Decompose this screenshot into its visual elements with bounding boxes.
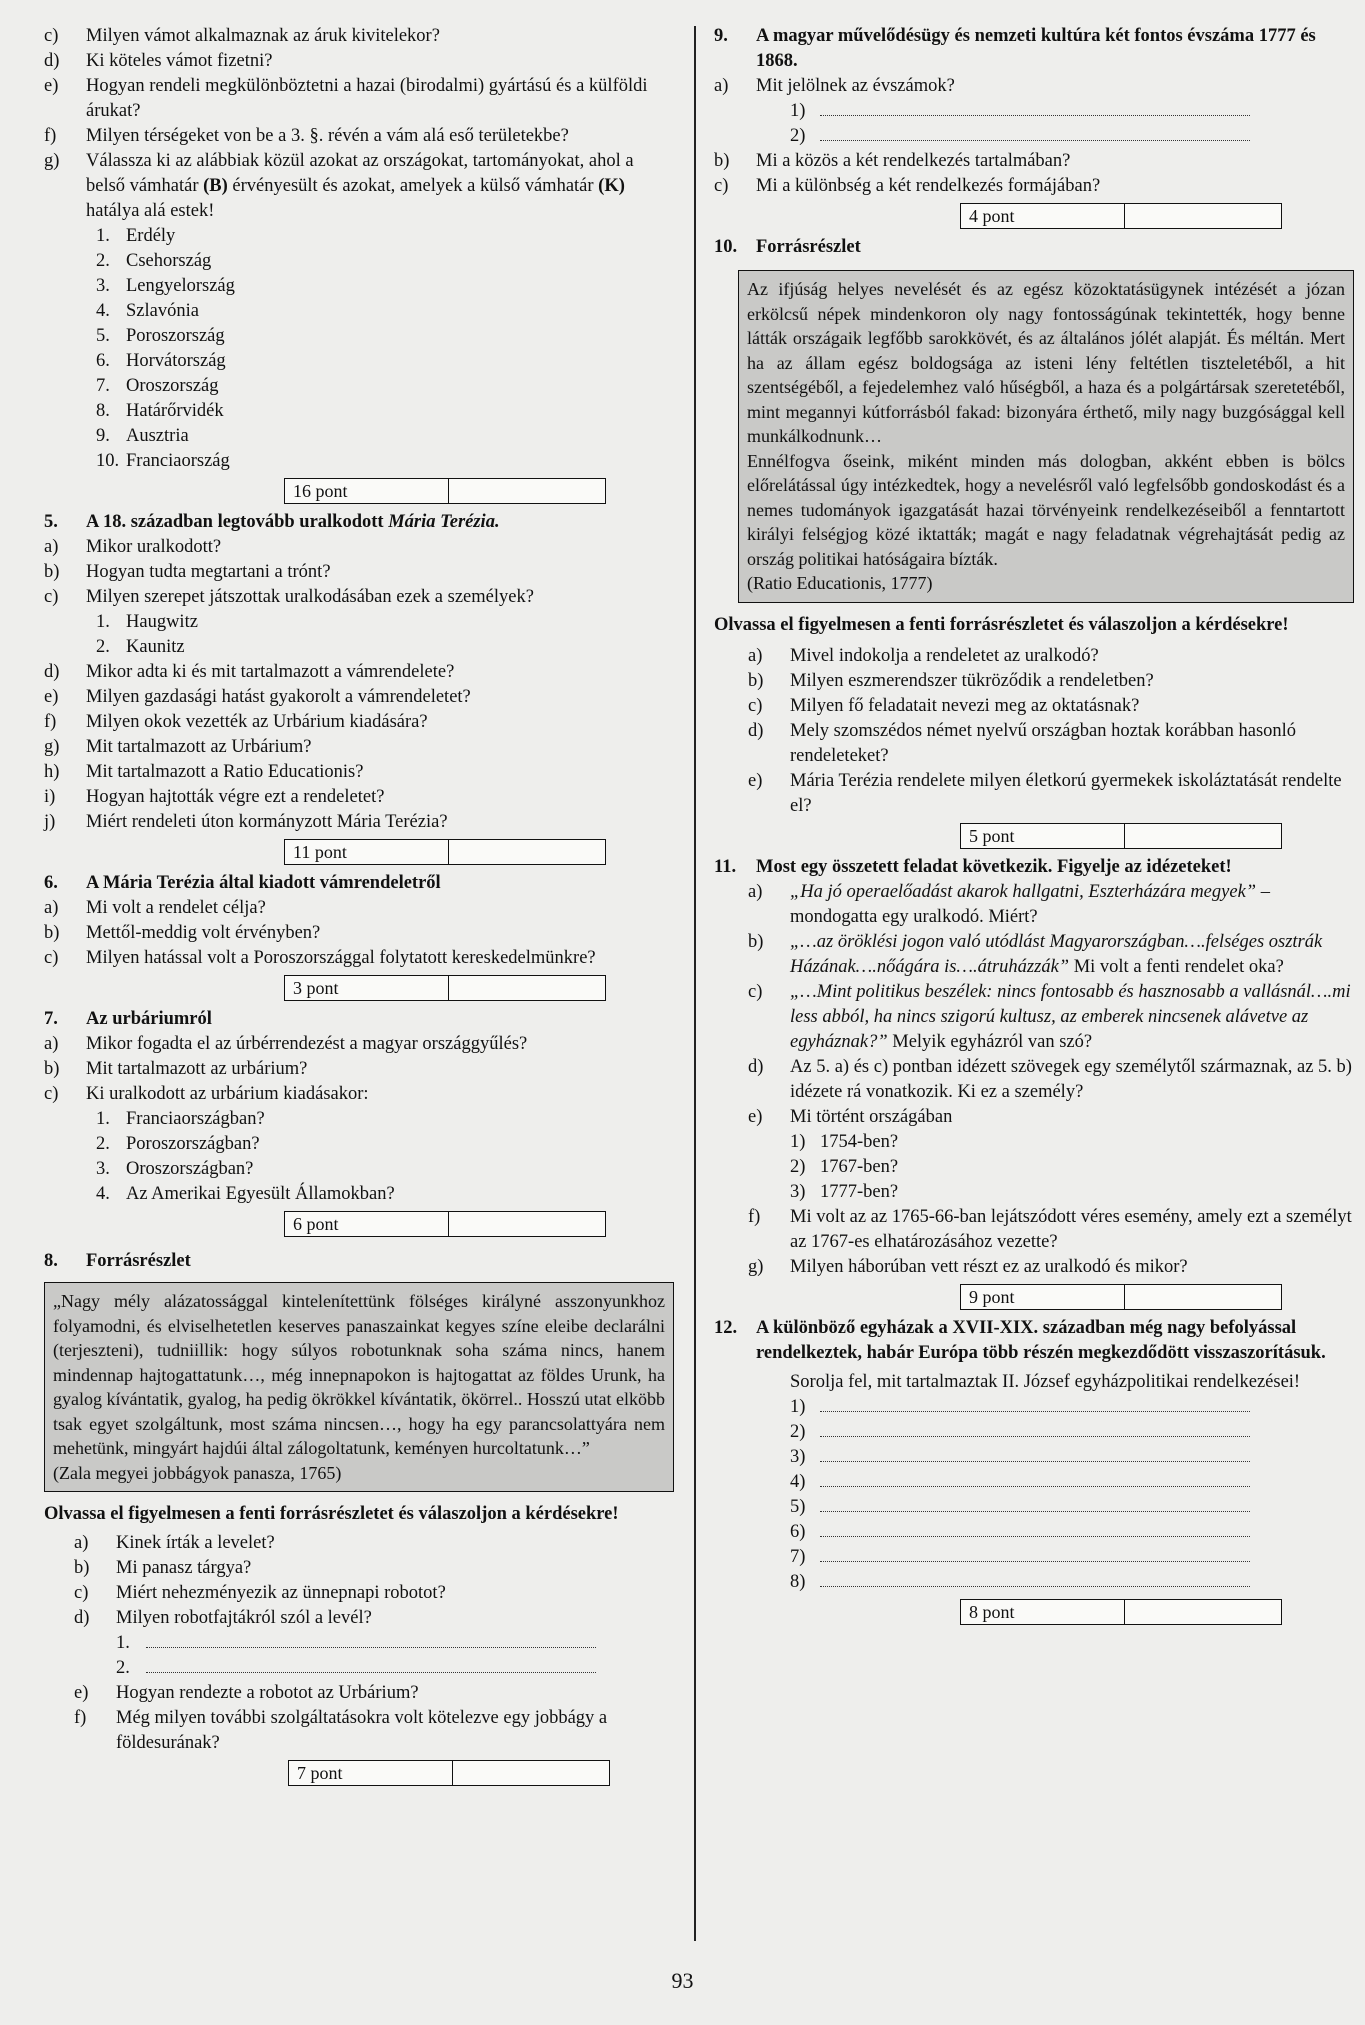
item-text: Mely szomszédos német nyelvű országban hoztak korábban hasonló rendeleteket?: [790, 720, 1297, 766]
item-text: Mi volt a fenti rendelet oka?: [1069, 956, 1284, 977]
item-label: 6.: [96, 351, 110, 371]
item-text: Miért nehezményezik az ünnepnapi robotot?: [116, 1583, 446, 1603]
item-text: Mikor adta ki és mit tartalmazott a vámrendelete?: [86, 662, 455, 682]
item-text: Kaunitz: [126, 637, 185, 657]
item-label: 4.: [96, 1184, 110, 1204]
item-text: Mi történt országában: [790, 1106, 953, 1127]
item-label: h): [44, 762, 60, 782]
question-item: [44, 1606, 674, 1631]
question-number: 12.: [714, 1317, 738, 1338]
item-label: e): [748, 770, 763, 791]
item-label: 10.: [96, 451, 120, 471]
item-text: Milyen okok vezették az Urbárium kiadására?: [86, 712, 428, 732]
item-text: Milyen robotfajtákról szól a levél?: [116, 1608, 372, 1628]
page-number: 93: [671, 1968, 694, 1993]
answer-line: [714, 1570, 1354, 1595]
question-item: [44, 896, 674, 921]
item-text: Mikor fogadta el az úrbérrendezést a magyar országgyűlés?: [86, 1034, 528, 1054]
item-label: a): [44, 537, 59, 557]
item-label: b): [74, 1558, 90, 1578]
item-label: 3): [790, 1446, 806, 1467]
source-reference: (Zala megyei jobbágyok panasza, 1765): [53, 1462, 342, 1483]
item-text: Miért rendeleti úton kormányzott Mária Terézia?: [86, 812, 448, 832]
item-text: Mi a közös a két rendelkezés tartalmában?: [756, 151, 1071, 171]
source-excerpt: [738, 270, 1354, 603]
country-item: [44, 224, 674, 249]
item-text: Mária Terézia rendelete milyen életkorú gyermekek iskoláztatását rendelte el?: [790, 770, 1342, 816]
item-text: Milyen gazdasági hatást gyakorolt a vámrendeletet?: [86, 687, 471, 707]
item-text: Milyen hatással volt a Poroszországgal folytatott kereskedelmünkre?: [86, 948, 596, 968]
question-title: A Mária Terézia által kiadott vámrendeletről: [86, 873, 441, 893]
score-points: 16 pont: [285, 479, 449, 503]
item-label: a): [714, 76, 729, 96]
answer-blank[interactable]: [820, 1447, 1250, 1462]
item-text: Ki köteles vámot fizetni?: [86, 51, 273, 71]
source-text: Ennélfogva őseink, miként minden más dologban, akként ebben is bölcs előrelátással úgy intézkedtek, hogy a nevelésről való legfelsőbb gondoskodást és a nemes tudományok igazgatását hazai törvényeink rendelkezéseiből a fenntartott királyi felségjog közé iktatták; magát e nagy feladatnak végrehajtását pedig az ország politikai hatóságaira bízták.: [747, 450, 1345, 569]
item-label: 2.: [116, 1658, 130, 1678]
question-item: [44, 1057, 674, 1082]
question-item: [44, 785, 674, 810]
item-text: Mit jelölnek az évszámok?: [756, 76, 955, 96]
item-label: c): [44, 948, 59, 968]
answer-line: [714, 124, 1354, 149]
country-item: [44, 1157, 674, 1182]
score-blank[interactable]: [449, 1212, 605, 1236]
question-number: 5.: [44, 512, 58, 532]
item-text: Ausztria: [126, 426, 189, 446]
item-text: Poroszországban?: [126, 1134, 260, 1154]
answer-blank[interactable]: [146, 1633, 596, 1648]
country-item: [44, 274, 674, 299]
question-item: [44, 710, 674, 735]
item-text: Mit tartalmazott a Ratio Educationis?: [86, 762, 364, 782]
item-text: Az 5. a) és c) pontban idézett szövegek egy személytől származnak, az 5. b) idézete rá vonatkozik. Ki ez a személy?: [790, 1056, 1352, 1102]
item-text: Határőrvidék: [126, 401, 224, 421]
country-item: [44, 399, 674, 424]
source-excerpt: [44, 1282, 674, 1492]
score-blank[interactable]: [449, 840, 605, 864]
instruction: Olvassa el figyelmesen a fenti forrásrészletet és válaszoljon a kérdésekre!: [44, 1504, 619, 1524]
answer-blank[interactable]: [820, 1422, 1250, 1437]
score-points: 7 pont: [289, 1761, 453, 1785]
item-text: Milyen szerepet játszottak uralkodásában ezek a személyek?: [86, 587, 534, 607]
country-item: [44, 374, 674, 399]
item-label: g): [44, 737, 60, 757]
item-text: Mi volt az az 1765-66-ban lejátszódott véres esemény, amely ezt a személyt az 1767-es elhatározásához vezette?: [790, 1206, 1352, 1252]
right-column: [714, 24, 1354, 1631]
item-label: 2): [790, 1421, 806, 1442]
item-label: 5.: [96, 326, 110, 346]
item-text: Melyik egyházról van szó?: [887, 1031, 1093, 1052]
item-label: 1): [790, 1396, 806, 1417]
item-label: 1.: [96, 1109, 110, 1129]
question-item: [714, 694, 1354, 719]
answer-blank[interactable]: [820, 126, 1250, 141]
item-label: c): [44, 587, 59, 607]
item-quote: „…az öröklési jogon való utódlást Magyarországban….felséges osztrák Házának….nőágára is….átruházzák”: [790, 931, 1323, 977]
answer-line: [714, 1545, 1354, 1570]
question-item: [714, 719, 1354, 769]
question-number: 11.: [714, 856, 737, 877]
item-label: 2.: [96, 637, 110, 657]
item-label: a): [74, 1533, 89, 1553]
year-item: [714, 1155, 1354, 1180]
item-label: 5): [790, 1496, 806, 1517]
item-label: f): [748, 1206, 761, 1227]
item-label: f): [44, 126, 57, 146]
question-item: [714, 1255, 1354, 1280]
item-label: 1.: [96, 612, 110, 632]
answer-blank[interactable]: [820, 1547, 1250, 1562]
item-text: Hogyan rendeli megkülönböztetni a hazai (birodalmi) gyártású és a külföldi árukat?: [86, 76, 648, 121]
country-item: [44, 324, 674, 349]
item-label: 1.: [116, 1633, 130, 1653]
score-blank[interactable]: [449, 479, 605, 503]
item-text: Mit tartalmazott az Urbárium?: [86, 737, 312, 757]
item-quote: „…Mint politikus beszélek: nincs fontosabb és hasznosabb a vallásnál….mi less abból, ha nincs szigorú kultusz, az emberek nincsenek alávetve az egyháznak?”: [790, 981, 1351, 1052]
item-label: f): [74, 1708, 87, 1728]
question-item: [44, 585, 674, 610]
item-label: 3.: [96, 276, 110, 296]
item-text: Válassza ki az alábbiak közül azokat az országokat, tartományokat, ahol a belső vámhatár (B) érvényesült és azokat, amelyek a külső vámhatár (K) hatálya alá estek!: [86, 151, 634, 221]
item-text: Mi volt a rendelet célja?: [86, 898, 266, 918]
item-text: Mettől-meddig volt érvényben?: [86, 923, 321, 943]
item-label: b): [748, 931, 764, 952]
column-divider: [694, 26, 696, 1941]
question-number: 10.: [714, 237, 738, 257]
instruction: Olvassa el figyelmesen a fenti forrásrészletet és válaszoljon a kérdésekre!: [714, 614, 1289, 635]
item-label: 1): [790, 101, 806, 121]
item-text: Milyen eszmerendszer tükröződik a rendeletben?: [790, 670, 1154, 691]
score-blank[interactable]: [449, 976, 605, 1000]
item-label: d): [748, 1056, 764, 1077]
item-label: 8.: [96, 401, 110, 421]
item-label: d): [44, 662, 60, 682]
question-heading: [44, 1249, 674, 1274]
question-title: Forrásrészlet: [86, 1251, 191, 1271]
score-points: 4 pont: [961, 204, 1125, 228]
question-heading: [714, 235, 1354, 260]
item-text: Haugwitz: [126, 612, 198, 632]
score-blank[interactable]: [1125, 824, 1281, 848]
score-box: [284, 1211, 606, 1237]
item-label: 3): [790, 1181, 806, 1202]
item-text: Milyen fő feladatait nevezi meg az oktatásnak?: [790, 695, 1140, 716]
question-item: [44, 149, 674, 224]
question-number: 6.: [44, 873, 58, 893]
question-heading: [44, 871, 674, 896]
item-label: g): [44, 151, 60, 171]
item-label: b): [748, 670, 764, 691]
question-item: [44, 735, 674, 760]
country-item: [44, 299, 674, 324]
item-label: e): [748, 1106, 763, 1127]
country-item: [44, 1182, 674, 1207]
question-title: Forrásrészlet: [756, 237, 861, 257]
score-box: [284, 839, 606, 865]
score-points: 9 pont: [961, 1285, 1125, 1309]
year-item: [714, 1180, 1354, 1205]
question-heading: [714, 24, 1354, 74]
item-label: 9.: [96, 426, 110, 446]
question-item: [44, 1556, 674, 1581]
item-text: Hogyan rendezte a robotot az Urbárium?: [116, 1683, 419, 1703]
item-label: b): [714, 151, 730, 171]
item-label: 2.: [96, 251, 110, 271]
answer-line: [714, 1395, 1354, 1420]
item-text: Mi a különbség a két rendelkezés formájában?: [756, 176, 1101, 196]
item-text: Hogyan tudta megtartani a trónt?: [86, 562, 331, 582]
score-points: 8 pont: [961, 1600, 1125, 1624]
question-number: 8.: [44, 1251, 58, 1271]
question-item: [44, 1581, 674, 1606]
question-heading: [44, 1007, 674, 1032]
answer-blank[interactable]: [820, 1497, 1250, 1512]
item-label: d): [44, 51, 60, 71]
item-label: 1): [790, 1131, 806, 1152]
item-text: Poroszország: [126, 326, 225, 346]
score-box: [284, 478, 606, 504]
item-text: Horvátország: [126, 351, 226, 371]
answer-line: [714, 1420, 1354, 1445]
question-item: [44, 660, 674, 685]
country-item: [44, 424, 674, 449]
item-label: c): [714, 176, 729, 196]
question-heading: [44, 510, 674, 535]
question-item: [44, 946, 674, 971]
item-label: c): [44, 26, 59, 46]
question-item: [714, 769, 1354, 819]
question-item: [44, 49, 674, 74]
question-heading: [714, 1316, 1354, 1366]
question-title: Most egy összetett feladat következik. Figyelje az idézeteket!: [756, 856, 1232, 877]
score-blank[interactable]: [1125, 1600, 1281, 1624]
item-label: 4.: [96, 301, 110, 321]
item-label: b): [44, 562, 60, 582]
item-label: 1.: [96, 226, 110, 246]
answer-blank[interactable]: [820, 1522, 1250, 1537]
question-item: [44, 1681, 674, 1706]
item-label: e): [74, 1683, 89, 1703]
item-text: Franciaország: [126, 451, 230, 471]
item-label: 7): [790, 1546, 806, 1567]
score-points: 6 pont: [285, 1212, 449, 1236]
score-box: [284, 975, 606, 1001]
item-label: 6): [790, 1521, 806, 1542]
source-reference: (Ratio Educationis, 1777): [747, 573, 933, 593]
item-text: Oroszország: [126, 376, 219, 396]
item-label: g): [748, 1256, 764, 1277]
question-title: A 18. században legtovább uralkodott: [86, 512, 389, 532]
question-title: A különböző egyházak a XVII-XIX. században még nagy befolyással rendelkeztek, habár Európa több részén megkezdődött visszaszorításuk.: [756, 1317, 1326, 1363]
question-number: 9.: [714, 26, 728, 46]
item-text: Kinek írták a levelet?: [116, 1533, 275, 1553]
item-label: j): [44, 812, 56, 832]
item-label: 2.: [96, 1134, 110, 1154]
item-label: d): [748, 720, 764, 741]
question-item: [714, 1105, 1354, 1130]
item-text: Az Amerikai Egyesült Államokban?: [126, 1184, 395, 1204]
item-text: Oroszországban?: [126, 1159, 254, 1179]
item-text: Mivel indokolja a rendeletet az uralkodó?: [790, 645, 1099, 666]
score-box: [960, 823, 1282, 849]
item-text: Lengyelország: [126, 276, 235, 296]
item-text: 1767-ben?: [820, 1156, 899, 1177]
item-label: a): [44, 898, 59, 918]
item-label: c): [748, 981, 763, 1002]
item-text: Erdély: [126, 226, 176, 246]
answer-line: [44, 1631, 674, 1656]
score-points: 5 pont: [961, 824, 1125, 848]
item-label: a): [44, 1034, 59, 1054]
question-item: [44, 1706, 674, 1756]
item-label: a): [748, 645, 763, 666]
score-blank[interactable]: [453, 1761, 609, 1785]
score-box: [960, 1284, 1282, 1310]
country-item: [44, 1132, 674, 1157]
question-item: [44, 921, 674, 946]
item-label: i): [44, 787, 56, 807]
item-text: Hogyan hajtották végre ezt a rendeletet?: [86, 787, 385, 807]
country-item: [44, 1107, 674, 1132]
item-text: Franciaországban?: [126, 1109, 265, 1129]
item-label: 8): [790, 1571, 806, 1592]
item-text: Mi panasz tárgya?: [116, 1558, 252, 1578]
question-item: [714, 149, 1354, 174]
item-label: d): [74, 1608, 90, 1628]
item-label: b): [44, 923, 60, 943]
item-text: Csehország: [126, 251, 212, 271]
year-item: [714, 1130, 1354, 1155]
question-title-italic: Mária Terézia.: [388, 512, 500, 532]
question-item: [44, 810, 674, 835]
item-label: 2): [790, 126, 806, 146]
item-label: a): [748, 881, 763, 902]
item-text: Mikor uralkodott?: [86, 537, 222, 557]
question-item: [44, 1531, 674, 1556]
item-label: 4): [790, 1471, 806, 1492]
score-box: [288, 1760, 610, 1786]
item-label: 7.: [96, 376, 110, 396]
item-text: Milyen vámot alkalmaznak az áruk kivitelekor?: [86, 26, 440, 46]
answer-blank[interactable]: [820, 1397, 1250, 1412]
question-item: [44, 760, 674, 785]
question-item: [714, 1055, 1354, 1105]
item-text: 1754-ben?: [820, 1131, 899, 1152]
score-points: 11 pont: [285, 840, 449, 864]
score-points: 3 pont: [285, 976, 449, 1000]
question-title: Az urbáriumról: [86, 1009, 212, 1029]
item-label: e): [44, 687, 59, 707]
item-label: e): [44, 76, 59, 96]
question-item: [714, 644, 1354, 669]
item-quote: „Ha jó operaelőadást akarok hallgatni, Eszterházára megyek”: [790, 881, 1257, 902]
person-item: [44, 635, 674, 660]
question-item: [714, 930, 1354, 980]
country-item: [44, 349, 674, 374]
item-text: – mondogatta egy uralkodó. Miért?: [790, 881, 1270, 927]
score-box: [960, 203, 1282, 229]
item-label: c): [748, 695, 763, 716]
question-intro: Sorolja fel, mit tartalmaztak II. József egyházpolitikai rendelkezései!: [790, 1371, 1301, 1392]
answer-blank[interactable]: [146, 1658, 596, 1673]
answer-line: [714, 99, 1354, 124]
answer-line: [714, 1520, 1354, 1545]
answer-blank[interactable]: [820, 101, 1250, 116]
question-item: [44, 685, 674, 710]
item-label: c): [74, 1583, 89, 1603]
question-item: [714, 174, 1354, 199]
item-text: Szlavónia: [126, 301, 199, 321]
item-label: f): [44, 712, 57, 732]
item-text: Ki uralkodott az urbárium kiadásakor:: [86, 1084, 369, 1104]
item-label: 3.: [96, 1159, 110, 1179]
source-text: „Nagy mély alázatossággal kintelenítettünk fölséges királyné asszonyunkhoz folyamodni, és elviselhetetlen keserves panaszainkat kegyes színe eleibe declarálni (terjeszteni), tudniillik: hogy súlyos robotunknak soha száma nincs, hanem mindennap hajtogattatunk…, még innepnapokon is hajtogattat az földes Urunk, ha gyalog kívántatik, gyalog, ha pedig ökrökkel kívántatik, ökörrel.. Hosszú utat elköbb tsak egyet szolgáltunk, most száma nincsen…, hogy ha egy parancsolattyára nem mehetünk, mingyárt hajdúi által zálogoltatunk, keményen hurcoltatunk…”: [53, 1291, 665, 1458]
left-column: [44, 24, 674, 1792]
item-text: Még milyen további szolgáltatásokra volt kötelezve egy jobbágy a földesurának?: [116, 1708, 608, 1753]
answer-line: [44, 1656, 674, 1681]
score-blank[interactable]: [1125, 204, 1281, 228]
source-text: Az ifjúság helyes nevelését és az egész közoktatásügynek intézését a józan erkölcsű népek mindenkoron oly nagy fontosságúnak tekintették, hogy benne látták országaik legfőbb sarokkövét, és az általános jólét alapját. És méltán. Mert ha az állam egész boldogsága az isteni lény feltétlen tiszteletéből, a hit szentségéből, a fejedelemhez való hűségből, a haza és a polgártársak szeretetéből, mint megannyi kútforrásból fakad: bizonyára érthető, mily nagy buzgósággal kell munkálkodnunk…: [747, 279, 1345, 446]
question-item: [714, 880, 1354, 930]
item-text: 1777-ben?: [820, 1181, 899, 1202]
answer-blank[interactable]: [820, 1472, 1250, 1487]
question-title: A magyar művelődésügy és nemzeti kultúra két fontos évszáma 1777 és 1868.: [756, 26, 1316, 71]
answer-line: [714, 1470, 1354, 1495]
item-label: c): [44, 1084, 59, 1104]
country-item: [44, 249, 674, 274]
question-item: [44, 1032, 674, 1057]
question-item: [714, 980, 1354, 1055]
country-item: [44, 449, 674, 474]
question-item: [44, 74, 674, 124]
question-item: [714, 74, 1354, 99]
item-label: 2): [790, 1156, 806, 1177]
question-item: [44, 24, 674, 49]
answer-line: [714, 1445, 1354, 1470]
question-heading: [714, 855, 1354, 880]
answer-line: [714, 1495, 1354, 1520]
question-item: [44, 1082, 674, 1107]
item-text: Milyen háborúban vett részt ez az uralkodó és mikor?: [790, 1256, 1188, 1277]
question-item: [44, 560, 674, 585]
question-item: [44, 535, 674, 560]
question-number: 7.: [44, 1009, 58, 1029]
question-item: [44, 124, 674, 149]
item-text: Milyen térségeket von be a 3. §. révén a vám alá eső területekbe?: [86, 126, 569, 146]
question-item: [714, 669, 1354, 694]
score-box: [960, 1599, 1282, 1625]
person-item: [44, 610, 674, 635]
score-blank[interactable]: [1125, 1285, 1281, 1309]
question-item: [714, 1205, 1354, 1255]
item-label: b): [44, 1059, 60, 1079]
answer-blank[interactable]: [820, 1572, 1250, 1587]
item-text: Mit tartalmazott az urbárium?: [86, 1059, 308, 1079]
